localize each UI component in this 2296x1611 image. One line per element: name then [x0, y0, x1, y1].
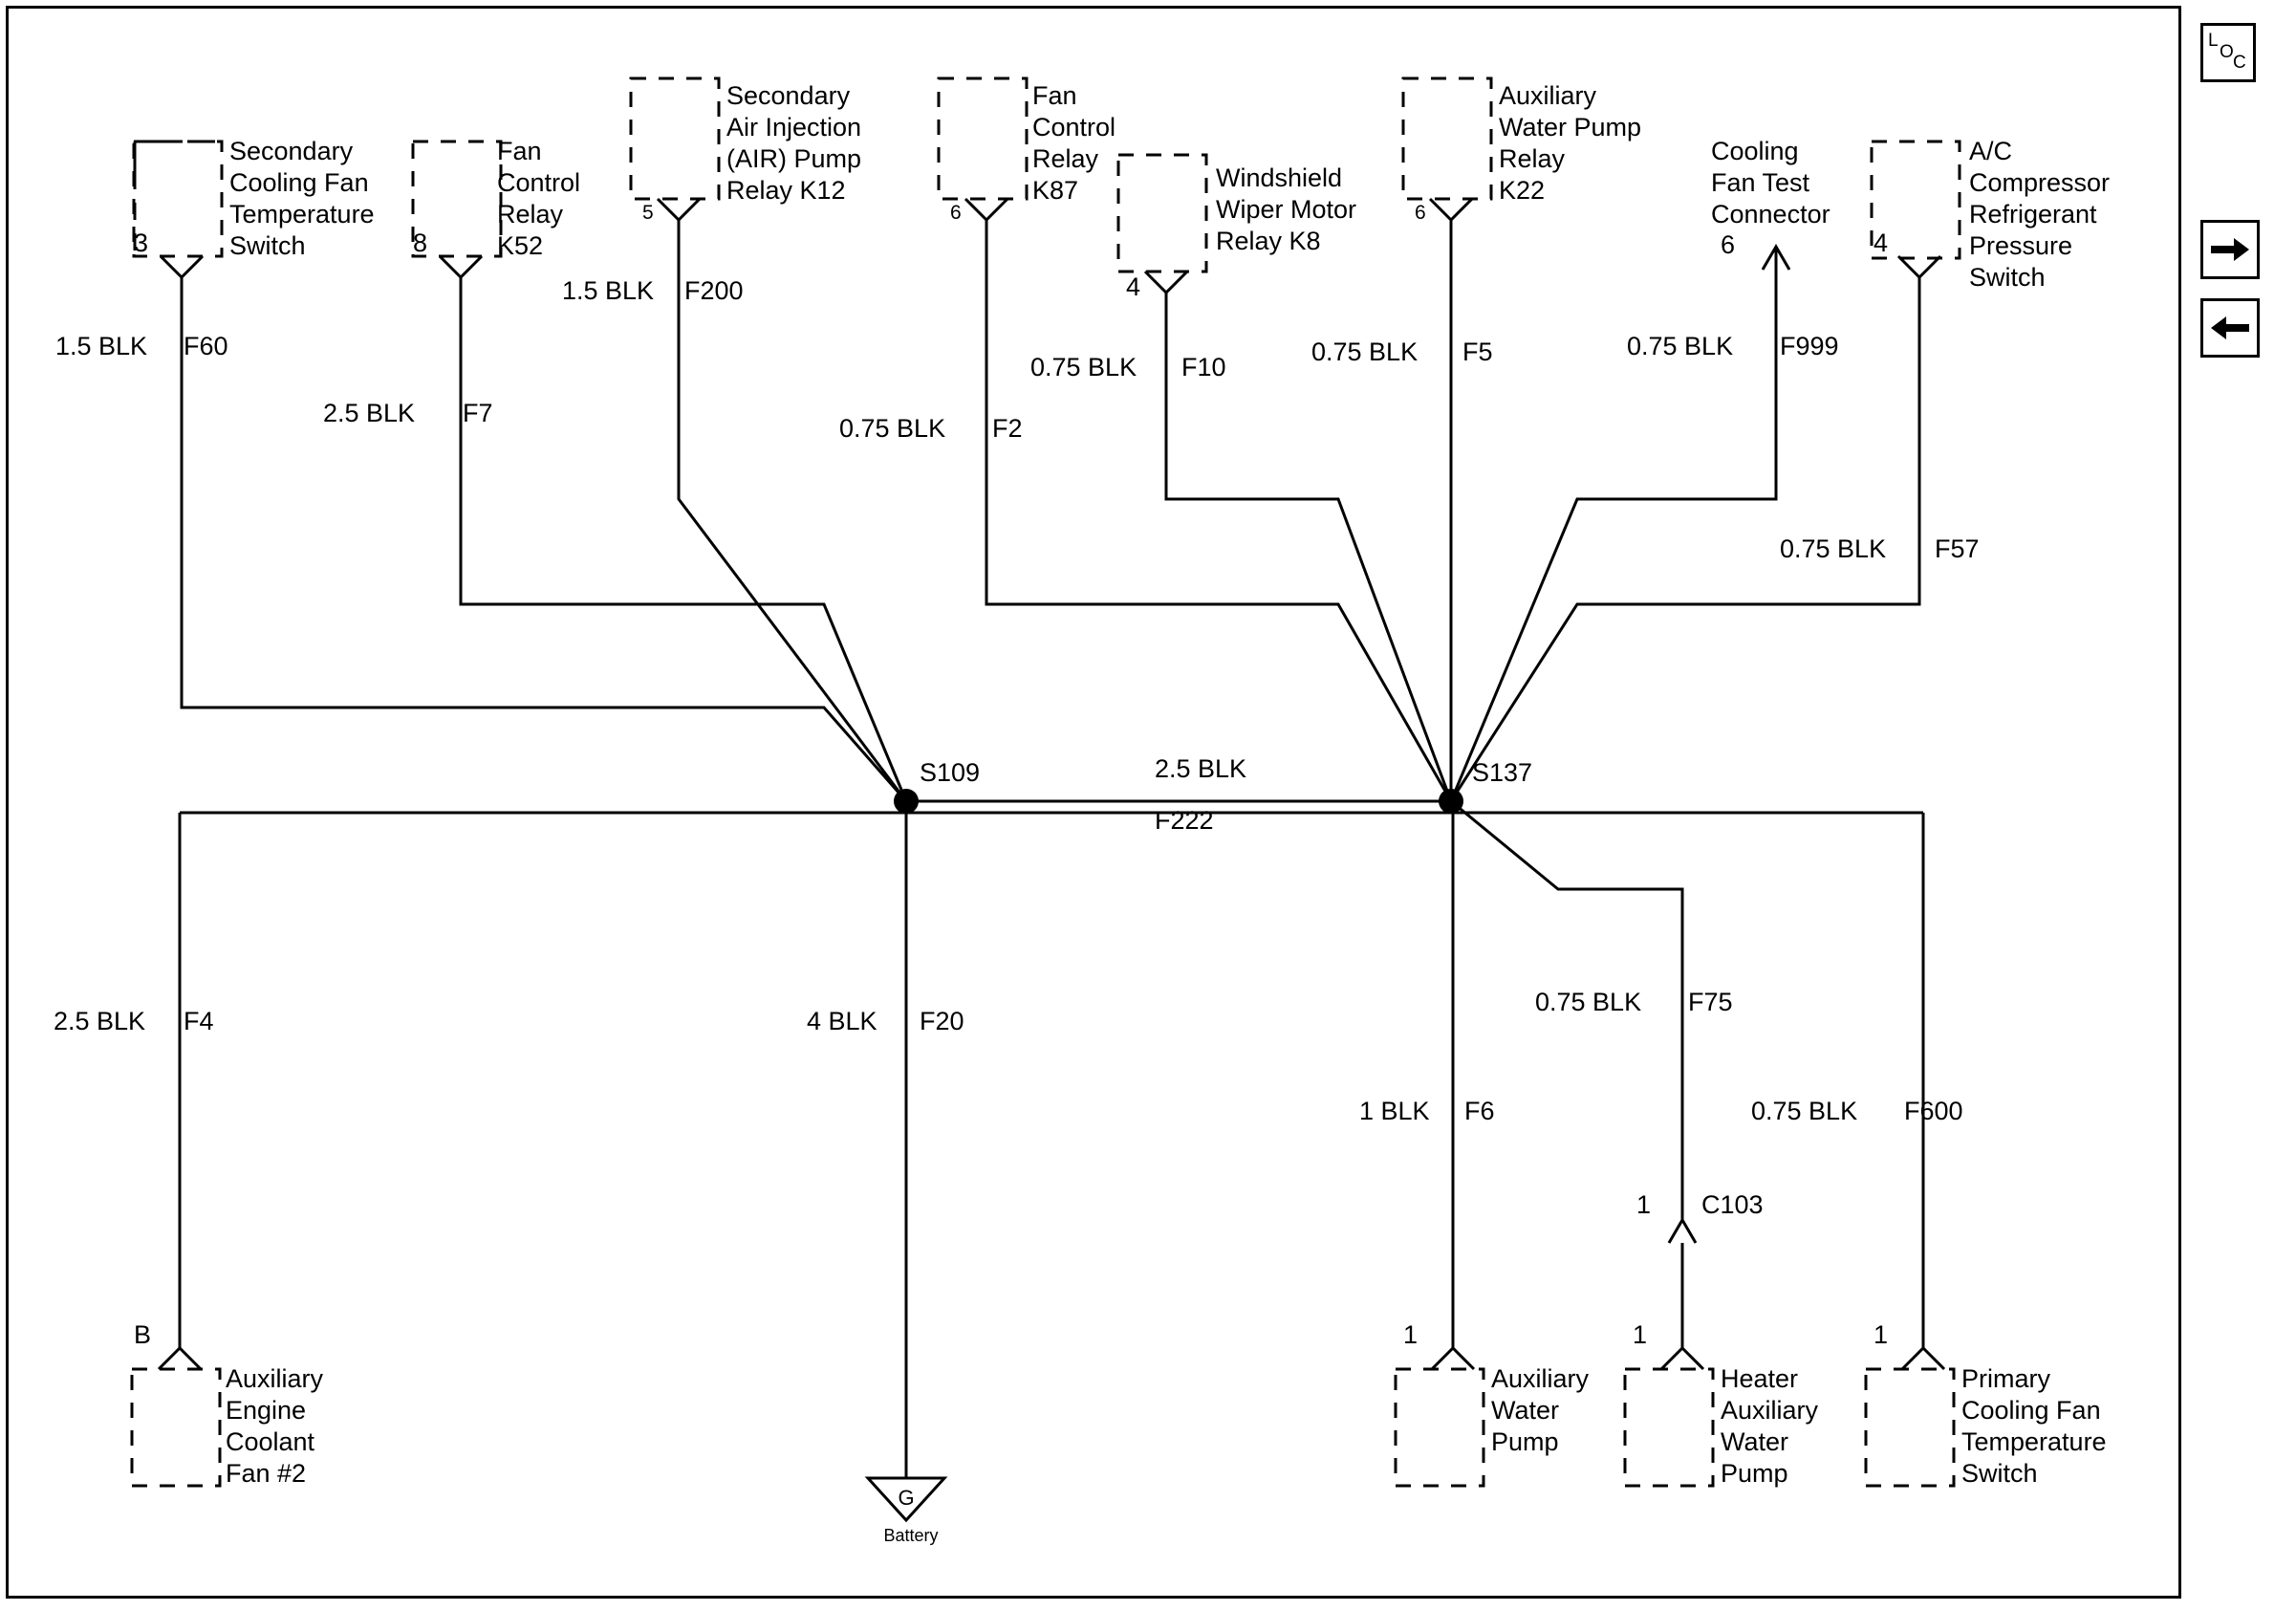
- wire-label-f200: 1.5 BLK: [562, 276, 655, 305]
- wire-label-f60: 1.5 BLK: [55, 332, 148, 360]
- next-page-button[interactable]: [2200, 220, 2260, 279]
- pin-number-aux-water-pump: 1: [1403, 1320, 1419, 1349]
- arrow-right-icon: [2209, 235, 2251, 264]
- wire-label-f2: 0.75 BLK: [839, 414, 946, 443]
- circuit-label-f7: F7: [463, 399, 493, 427]
- circuit-label-f2: F2: [992, 414, 1023, 443]
- pin-number-ac-pressure-switch: 4: [1874, 229, 1889, 257]
- splice-s109-dot: [894, 789, 919, 814]
- component-label-ac-pressure-switch: A/C Compressor Refrigerant Pressure Switch: [1969, 137, 2111, 292]
- circuit-label-f4: F4: [184, 1007, 214, 1035]
- wire-label-f5: 0.75 BLK: [1311, 337, 1419, 366]
- circuit-label-f10: F10: [1181, 353, 1226, 381]
- component-label-air-pump-relay-k12: Secondary Air Injection (AIR) Pump Relay K12: [726, 81, 862, 205]
- pin-number-air-pump-relay-k12: 5: [642, 202, 654, 224]
- wire-label-f999: 0.75 BLK: [1627, 332, 1734, 360]
- pin-number-aux-water-pump-relay-k22: 6: [1415, 202, 1426, 224]
- component-label-secondary-cooling-fan-temp-switch: Secondary Cooling Fan Temperature Switch: [229, 137, 375, 260]
- wire-label-f57: 0.75 BLK: [1780, 534, 1887, 563]
- wire-label-f4: 2.5 BLK: [54, 1007, 146, 1035]
- component-label-cooling-fan-test-connector: Cooling Fan Test Connector: [1711, 137, 1830, 229]
- wire-label-f20: 4 BLK: [807, 1007, 877, 1035]
- circuit-label-f57: F57: [1935, 534, 1980, 563]
- component-label-aux-engine-coolant-fan2: Auxiliary Engine Coolant Fan #2: [226, 1364, 324, 1488]
- wire-label-f75: 0.75 BLK: [1535, 988, 1642, 1016]
- circuit-label-f20: F20: [920, 1007, 964, 1035]
- circuit-label-f75: F75: [1688, 988, 1733, 1016]
- component-label-aux-water-pump-relay-k22: Auxiliary Water Pump Relay K22: [1499, 81, 1642, 205]
- circuit-label-f5: F5: [1462, 337, 1493, 366]
- connector-label-c103: C103: [1701, 1190, 1764, 1219]
- component-label-primary-cooling-fan-temp-switch: Primary Cooling Fan Temperature Switch: [1961, 1364, 2107, 1488]
- pin-number-secondary-cooling-fan-temp-switch: 3: [134, 229, 149, 257]
- wire-label-f10: 0.75 BLK: [1030, 353, 1137, 381]
- pin-number-primary-cooling-fan-temp-switch: 1: [1874, 1320, 1889, 1349]
- component-label-heater-aux-water-pump: Heater Auxiliary Water Pump: [1721, 1364, 1819, 1488]
- location-button[interactable]: [2200, 23, 2256, 82]
- component-label-wiper-motor-relay-k8: Windshield Wiper Motor Relay K8: [1216, 163, 1357, 255]
- circuit-label-f60: F60: [184, 332, 228, 360]
- loc-letter-o: O: [2220, 42, 2234, 62]
- pin-number-fan-control-relay-k52: 8: [413, 229, 428, 257]
- wire-label-f7: 2.5 BLK: [323, 399, 416, 427]
- loc-letter-l: L: [2208, 31, 2219, 51]
- component-label-fan-control-relay-k52: Fan Control Relay K52: [497, 137, 581, 260]
- svg-text:G: G: [898, 1486, 915, 1510]
- ground-label-battery: Battery: [883, 1526, 939, 1545]
- circuit-label-f222: F222: [1155, 806, 1214, 835]
- splice-s137-dot: [1439, 789, 1463, 814]
- circuit-label-f6: F6: [1464, 1097, 1495, 1125]
- arrow-left-icon: [2209, 314, 2251, 342]
- pin-number-wiper-motor-relay-k8: 4: [1126, 272, 1141, 301]
- pin-number-aux-engine-coolant-fan2: B: [134, 1320, 152, 1349]
- splice-label-s137: S137: [1472, 758, 1533, 787]
- pin-number-fan-control-relay-k87: 6: [950, 202, 962, 224]
- wire-label-f600: 0.75 BLK: [1751, 1097, 1858, 1125]
- circuit-label-f999: F999: [1780, 332, 1839, 360]
- wire-label-f6: 1 BLK: [1359, 1097, 1430, 1125]
- circuit-label-f600: F600: [1904, 1097, 1963, 1125]
- component-label-aux-water-pump: Auxiliary Water Pump: [1491, 1364, 1590, 1456]
- splice-label-s109: S109: [920, 758, 981, 787]
- pin-number-c103: 1: [1636, 1190, 1652, 1219]
- circuit-label-f200: F200: [684, 276, 744, 305]
- pin-number-heater-aux-water-pump: 1: [1633, 1320, 1648, 1349]
- loc-letter-c: C: [2233, 53, 2246, 73]
- pin-number-cooling-fan-test-connector: 6: [1721, 230, 1736, 259]
- previous-page-button[interactable]: [2200, 298, 2260, 358]
- wire-label-f222: 2.5 BLK: [1155, 754, 1247, 783]
- component-label-fan-control-relay-k87: Fan Control Relay K87: [1032, 81, 1116, 205]
